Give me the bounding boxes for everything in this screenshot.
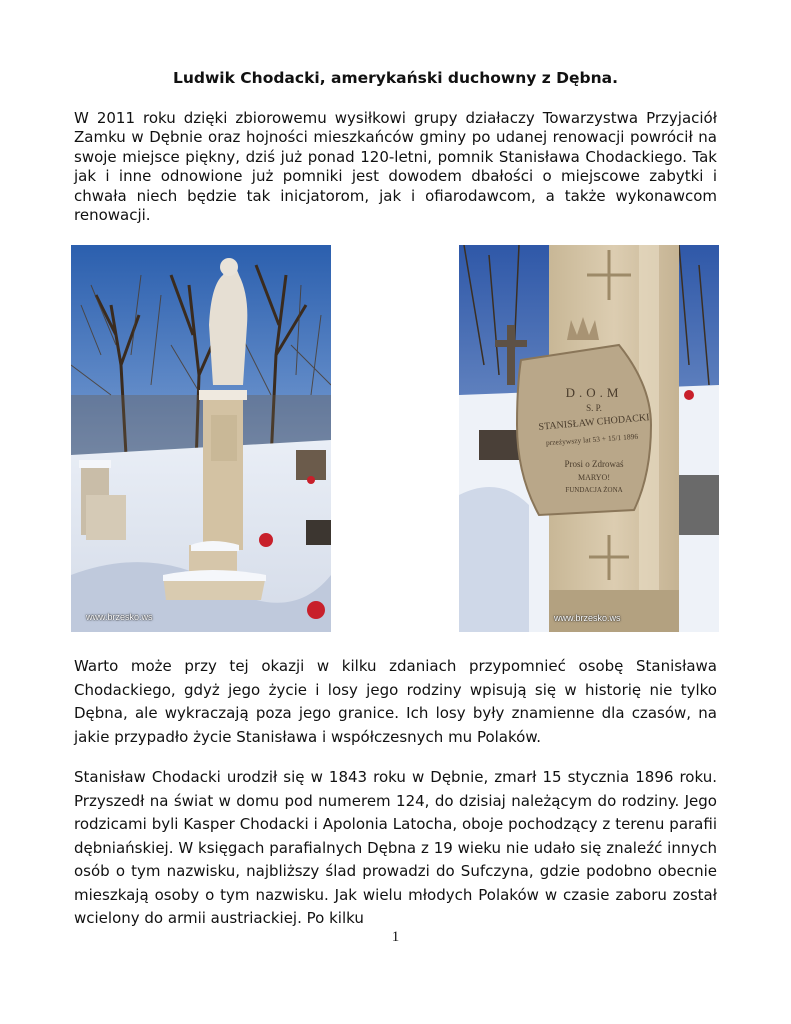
watermark-left: www.brzesko.ws xyxy=(86,612,153,622)
body-paragraph-2: Warto może przy tej okazji w kilku zdaniach przypomnieć osobę Stanisława Chodackiego, gdyż jego życie i losy jego rodziny wpisują się w historię nie tylko Dębna, ale wykraczają poza jego granice. Ich losy były znamienne dla czasów, na jakie przypadło życie Stanisława i współczesnych mu Polaków. xyxy=(74,657,717,746)
inscription-line-6: MARYO! xyxy=(577,473,610,482)
document-title: Ludwik Chodacki, amerykański duchowny z Dębna. xyxy=(172,69,619,87)
inscription-line-1: D.O.M xyxy=(565,385,623,400)
inscription-line-7: FUNDACJA ŻONA xyxy=(565,486,623,494)
cemetery-statue-image xyxy=(71,245,331,632)
inscription-line-3: STANISŁAW CHODACKI xyxy=(538,412,650,433)
page-number: 1 xyxy=(391,929,400,945)
intro-paragraph: W 2011 roku dzięki zbiorowemu wysiłkowi grupy działaczy Towarzystwa Przyjaciół Zamku w Dębnie oraz hojności mieszkańców gminy po udanej renowacji powrócił na swoje miejsce piękny, dziś już ponad 120-letni, pomnik Stanisława Chodackiego. Tak jak i inne odnowione już pomniki jest dowodem dbałości o miejscowe zabytki i chwała niech będzie tak inicjatorom, jak i ofiarodawcom, a także wykonawcom renowacji. xyxy=(74,109,717,225)
inscription-line-5: Prosi o Zdrowaś xyxy=(564,459,624,469)
monument-photo-right xyxy=(459,245,719,632)
monument-photo-left xyxy=(71,245,331,632)
inscription-line-2: S. P. xyxy=(586,403,602,413)
inscription-line-4: przeżywszy lat 53 + 15/1 1896 xyxy=(545,431,639,448)
body-paragraph-3: Stanisław Chodacki urodził się w 1843 roku w Dębnie, zmarł 15 stycznia 1896 roku. Przyszedł na świat w domu pod numerem 124, do dzisiaj należącym do rodziny. Jego rodzicami byli Kasper Chodacki i Apolonia Latocha, oboje pochodzący z terenu parafii dębniańskiej. W księgach parafialnych Dębna z 19 wieku nie udało się znaleźć innych osób o tym nazwisku, najbliższy ślad prowadzi do Sufczyna, gdzie podobno obecnie mieszkają osoby o tym nazwisku. Jak wielu młodych Polaków w czasie zaboru został wcielony do armii austriackiej. Po kilku xyxy=(74,768,717,927)
watermark-right: www.brzesko.ws xyxy=(554,613,621,623)
